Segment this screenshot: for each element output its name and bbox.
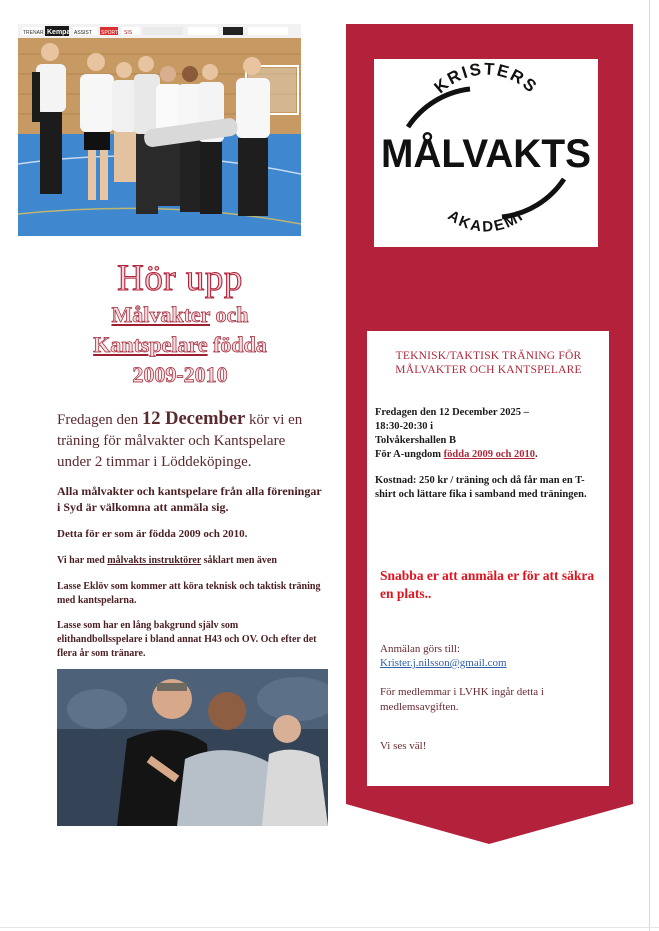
headline-goalkeepers: Målvakter	[111, 302, 211, 327]
info-apply	[380, 642, 602, 670]
team-photo	[18, 24, 301, 236]
email-link[interactable]: Krister.j.nilsson@gmail.com	[380, 657, 507, 669]
sign-text-1: TRENAR	[23, 30, 44, 36]
info-hurry: Snabba er att anmäla er för att säkra en plats..	[380, 568, 595, 601]
svg-text:AKADEMI	[445, 207, 528, 236]
sign-text-2: Kempa	[47, 29, 71, 36]
info-when	[375, 406, 603, 462]
paragraph-welcome: Alla målvakter och kantspelare från alla föreningar i Syd är välkomna att anmäla sig.	[57, 484, 322, 514]
intro-text	[57, 409, 322, 473]
info-when-3: Tolvåkershallen B	[375, 435, 457, 446]
info-when-1: Fredagen den 12 December 2025 –	[375, 407, 529, 418]
page-edge-bottom	[0, 927, 659, 928]
p3-c: såklart men även	[201, 555, 277, 566]
sign-text-3: ASSIST	[74, 30, 92, 36]
info-when-4a: För A-ungdom	[375, 449, 444, 460]
headline-line2	[60, 300, 300, 330]
info-when-4c: .	[534, 449, 538, 460]
headline	[60, 258, 300, 390]
headline-born: födda	[207, 332, 267, 357]
paragraph-background: Lasse som har en lång bakgrund själv som elithandbollsspelare i bland annat H43 och OV. Och efter det flera år som tränare.	[57, 620, 317, 659]
info-cost: Kostnad: 250 kr / träning och då får man en T-shirt och lättare fika i samband med träningen.	[375, 475, 587, 500]
info-member: För medlemmar i LVHK ingår detta i medlemsavgiften.	[380, 686, 544, 713]
info-when-2: 18:30-20:30 i	[375, 421, 434, 432]
info-bye: Vi ses väl!	[380, 740, 427, 752]
logo-middle-text: MÅLVAKTS	[381, 132, 598, 176]
svg-text:KRISTERS	[430, 59, 541, 97]
p3-b: målvakts instruktörer	[107, 555, 202, 566]
apply-label: Anmälan görs till:	[380, 643, 461, 655]
headline-and: och	[210, 302, 249, 327]
coach-photo	[57, 669, 328, 826]
info-when-4b: födda 2009 och 2010	[443, 449, 535, 460]
intro-date: 12 December	[141, 409, 246, 429]
logo-top-text: KRISTERS	[430, 59, 542, 98]
info-title: TEKNISK/TAKTISK TRÄNING FÖR MÅLVAKTER OCH KANTSPELARE	[395, 350, 582, 376]
headline-wings: Kantspelare	[93, 332, 208, 357]
intro-after: kör vi en träning för målvakter och Kantspelare under 2 timmar i Löddeköpinge.	[57, 412, 303, 470]
info-box	[367, 331, 609, 786]
p3-a: Vi har med	[57, 555, 108, 566]
logo-bottom-text: AKADEMI	[444, 207, 528, 236]
paragraph-born: Detta för er som är födda 2009 och 2010.	[57, 528, 248, 540]
sign-text-4: SPORT	[101, 30, 119, 36]
info-when-4	[375, 448, 603, 462]
headline-main: Hör upp	[117, 258, 243, 299]
page-edge-right	[649, 0, 650, 931]
headline-line3	[60, 330, 300, 360]
headline-years: 2009-2010	[132, 362, 228, 387]
intro-before: Fredagen den	[57, 412, 142, 428]
paragraph-lasse: Lasse Eklöv som kommer att köra teknisk och taktisk träning med kantspelarna.	[57, 581, 321, 606]
sign-text-5: SIS	[124, 30, 133, 36]
academy-logo	[374, 59, 598, 247]
paragraph-instructors	[57, 554, 322, 568]
